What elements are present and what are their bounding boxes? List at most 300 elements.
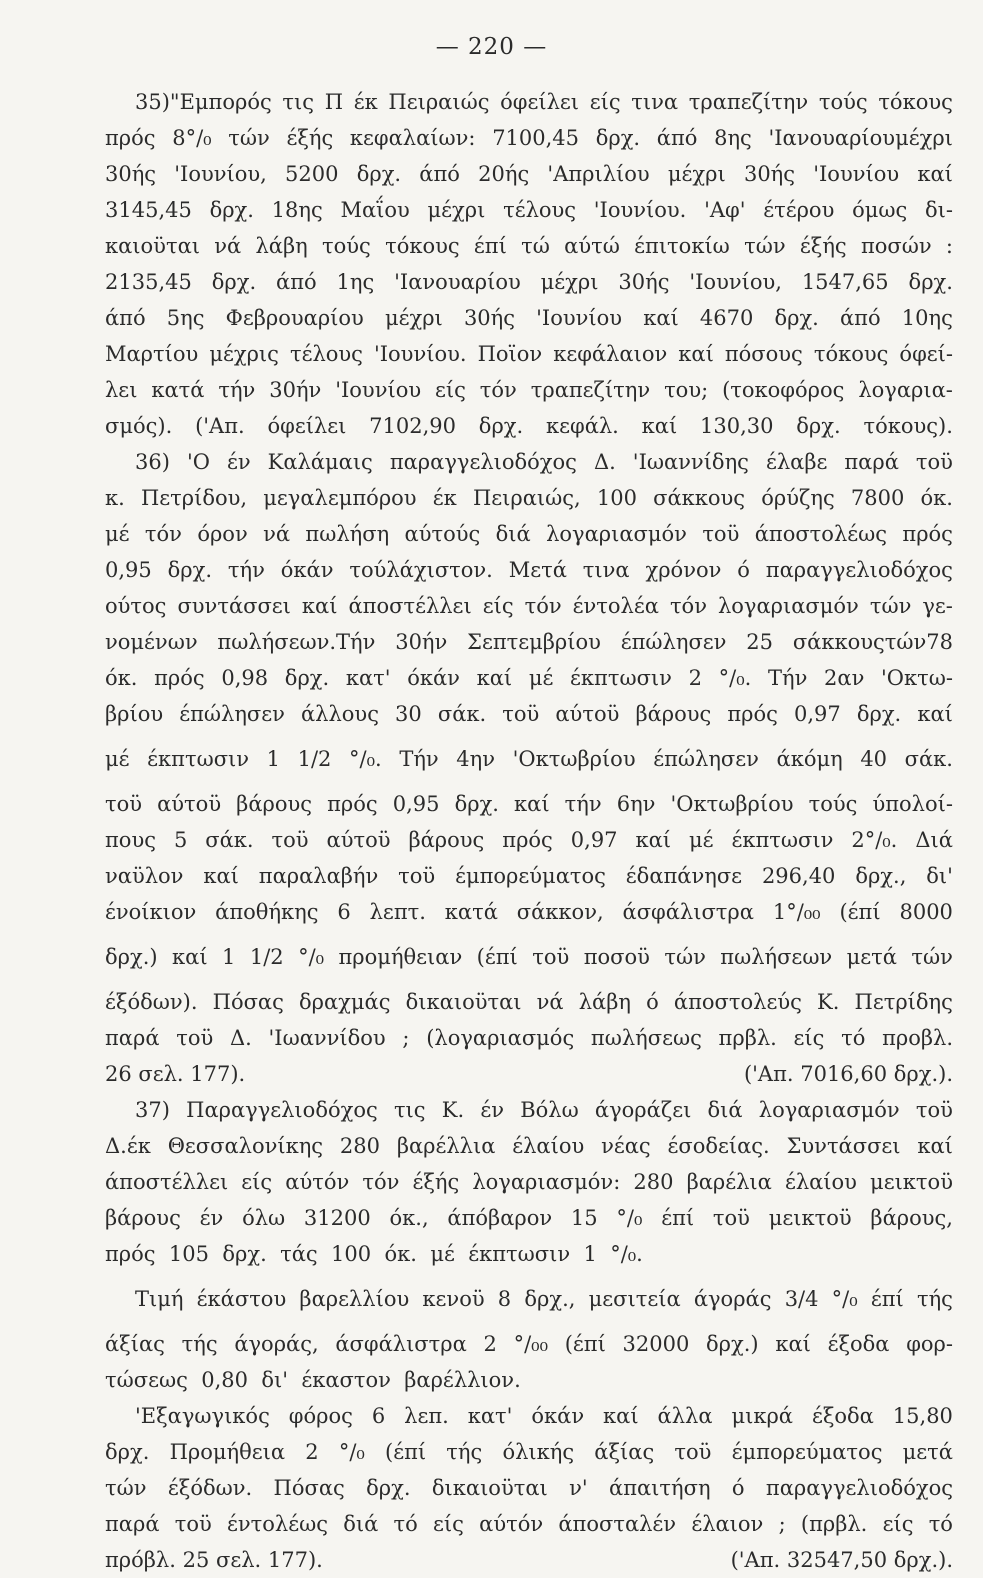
word: άπαιτήση	[609, 1476, 711, 1500]
word: δρχ.	[595, 126, 641, 150]
word: 100	[331, 1242, 372, 1266]
word: δρχ.	[856, 702, 902, 726]
text-line	[105, 1326, 953, 1362]
word: κατ'	[345, 666, 391, 690]
word: τών	[664, 945, 706, 969]
word: καί	[917, 1134, 953, 1158]
text-line	[105, 1056, 953, 1092]
word: °/₀	[298, 945, 325, 969]
word: δικαιοϋται	[431, 1476, 548, 1500]
text-line	[105, 336, 953, 372]
word: δικαιοϋται	[405, 990, 522, 1014]
word: μέχρι	[540, 270, 599, 294]
word: τόν	[144, 522, 182, 546]
word: είς	[433, 1512, 464, 1536]
word: άγοράς,	[234, 1332, 319, 1356]
word: Πόσας	[212, 990, 284, 1014]
word: άσφάλιστρα	[622, 900, 754, 924]
word: έντολέα	[572, 594, 659, 618]
word: άγοράζει	[594, 1098, 692, 1122]
word: άλλους	[300, 702, 379, 726]
word: αύτόν	[285, 1170, 350, 1194]
word: έμπορεύματος	[455, 864, 606, 888]
word: τραπεζίτην	[530, 378, 651, 402]
word: 7100,45	[492, 126, 580, 150]
word: ν'	[569, 1476, 588, 1500]
word: έλαίου	[784, 1170, 857, 1194]
text-line	[105, 696, 953, 732]
word: 2°/₀.	[851, 828, 898, 852]
word: τών	[911, 945, 953, 969]
word: πωλήσεων.Τήν	[217, 630, 376, 654]
text-line	[105, 84, 953, 120]
word: τώσεως	[105, 1368, 188, 1392]
word: 30ής	[618, 270, 670, 294]
word: διά	[707, 1098, 743, 1122]
line-start: πρόβλ. 25 σελ. 177).	[105, 1548, 323, 1572]
word: όκ.	[105, 666, 138, 690]
word: τήν	[227, 558, 265, 582]
word: πρός	[502, 828, 553, 852]
text-line	[105, 660, 953, 696]
word: νά	[214, 234, 242, 258]
word: έκπτωσιν	[147, 747, 250, 771]
word: Σεπτεμβρίου	[467, 630, 601, 654]
word: 1547,65	[801, 270, 889, 294]
word: λεπτ.	[369, 900, 426, 924]
word: μικρά	[731, 1404, 793, 1428]
word: μεικτοϋ	[870, 1170, 953, 1194]
word: όφείλει	[500, 90, 580, 114]
word: ούτος	[105, 594, 167, 618]
word: δρχ.	[366, 1476, 411, 1500]
word: τοϋ	[712, 1206, 750, 1230]
text-line	[105, 822, 953, 858]
word: 2αν	[824, 666, 865, 690]
word: 8ης	[714, 126, 752, 150]
word: πρός	[327, 792, 378, 816]
word: παραγγελιοδόχος	[389, 450, 577, 474]
word: δι'	[261, 1368, 288, 1392]
word: 8000	[899, 900, 953, 924]
word: τοϋ	[915, 1098, 953, 1122]
word: Κ.	[817, 990, 840, 1014]
word: άποστέλλει	[105, 1170, 229, 1194]
word: λογαριασμόν	[717, 594, 859, 618]
word: σάκκουςτών78	[792, 630, 953, 654]
word: άλλα	[657, 1404, 713, 1428]
word: αύτοϋ	[326, 828, 391, 852]
word: παρά	[844, 450, 899, 474]
word: νομένων	[105, 630, 198, 654]
word: (έπί	[564, 1332, 606, 1356]
word: 'Αφ'	[704, 198, 746, 222]
text-line	[105, 120, 953, 156]
word: °/₀	[338, 1440, 365, 1464]
word: 30ής	[743, 162, 796, 186]
word: 37)	[135, 1098, 170, 1122]
word: τούς	[322, 234, 371, 258]
word: όλω	[242, 1206, 286, 1230]
word: 130,30	[700, 414, 774, 438]
word: 'Ιωαννίδης	[632, 450, 749, 474]
word: ό	[737, 558, 750, 582]
word: κατά	[444, 900, 498, 924]
text-line	[105, 1398, 953, 1434]
word: βάρους	[635, 702, 712, 726]
word: 7800	[850, 486, 905, 510]
word: 'Εξαγωγικός	[135, 1404, 270, 1428]
word: λογαρια-	[858, 378, 953, 402]
word: έσοδείας.	[667, 1134, 770, 1158]
word: κατ'	[467, 1404, 513, 1428]
answer-text: ('Απ. 32547,50 δρχ.).	[730, 1548, 953, 1572]
word: 1°/₀₀	[772, 900, 821, 924]
body-text	[105, 84, 953, 1578]
word: είς	[589, 90, 621, 114]
word: 1	[222, 945, 236, 969]
word: έλαιον	[691, 1512, 764, 1536]
word: ναϋλον	[105, 864, 184, 888]
word: έπιτοκίω	[634, 234, 730, 258]
word: βαρελλίου	[299, 1287, 410, 1311]
word: γε-	[922, 594, 953, 618]
word: δρχ.,	[855, 864, 907, 888]
word: είς	[882, 1512, 914, 1536]
word: Παραγγελιοδόχος	[186, 1098, 378, 1122]
word: άποστολεύς	[673, 990, 802, 1014]
answer-text: ('Απ. 7016,60 δρχ.).	[743, 1062, 953, 1086]
word: άπό	[419, 162, 460, 186]
word: τέλους	[503, 198, 577, 222]
word: 31200	[303, 1206, 371, 1230]
word: δρχ.	[167, 558, 213, 582]
word: όλικής	[502, 1440, 575, 1464]
word: όκάν	[531, 1404, 585, 1428]
word: μέ	[689, 828, 714, 852]
word: Πειραιώς	[388, 90, 490, 114]
word: δρχ.	[796, 414, 841, 438]
word: (λογαριασμός	[426, 1026, 575, 1050]
word: τών	[228, 126, 270, 150]
word: έκπτωσιν	[468, 1242, 571, 1266]
word: άπό	[840, 306, 881, 330]
word: Π	[324, 90, 344, 114]
word: παρά	[105, 1512, 160, 1536]
text-line	[105, 1506, 953, 1542]
word: μέ	[105, 522, 130, 546]
word: βαρέλλια	[396, 1134, 496, 1158]
word: τόκους	[385, 234, 460, 258]
word: αύτοϋ	[555, 702, 620, 726]
word: 'Ιανουαρίουμέχρι	[768, 126, 953, 150]
word: παραγγελιοδόχος	[765, 558, 953, 582]
word: τοϋ	[674, 1440, 712, 1464]
word: τής	[916, 1287, 953, 1311]
word: κ.	[105, 486, 125, 510]
word: έκπτωσιν	[570, 666, 672, 690]
word: 30ήν	[395, 630, 448, 654]
word: °/₀.	[349, 747, 382, 771]
word: Δ.	[593, 450, 616, 474]
word: 2	[483, 1332, 497, 1356]
word: δρχ.	[209, 198, 254, 222]
word: σμός).	[105, 414, 173, 438]
word: έν	[226, 450, 251, 474]
word: τόν	[362, 1170, 400, 1194]
word: συντάσσει	[177, 594, 291, 618]
word: Κ.	[441, 1098, 465, 1122]
word: παραγγελιοδόχος	[765, 1476, 953, 1500]
word: δρχ.	[211, 270, 257, 294]
word: άποσταλέν	[558, 1512, 677, 1536]
word: έξής	[799, 234, 847, 258]
word: τόν	[479, 378, 517, 402]
word: έκ	[432, 486, 457, 510]
word: δι-	[924, 198, 953, 222]
word: έτέρου	[763, 198, 835, 222]
word: βαρέλλιον.	[404, 1368, 521, 1392]
word: 30ής	[105, 162, 157, 186]
word: όρον	[197, 522, 248, 546]
word: έδαπάνησε	[625, 864, 743, 888]
word: έπί	[473, 234, 507, 258]
word: 1ης	[336, 270, 375, 294]
word: λει	[105, 378, 138, 402]
text-line	[105, 1434, 953, 1470]
word: τόκους	[878, 90, 953, 114]
word: τοϋ	[105, 792, 143, 816]
word: 25	[746, 630, 773, 654]
word: πόσους	[724, 342, 803, 366]
word: 'Ιουνίου	[335, 378, 422, 402]
word: άποστέλλει	[348, 594, 472, 618]
word: 'Απριλίου	[547, 162, 650, 186]
word: 15,80	[892, 1404, 953, 1428]
word: Τήν	[768, 666, 808, 690]
text-line	[105, 1362, 953, 1398]
word: 0,97	[570, 828, 618, 852]
word: έν	[199, 1206, 224, 1230]
word: αύτοϋ	[157, 792, 222, 816]
word: καί	[917, 702, 953, 726]
word: πρός	[154, 666, 205, 690]
word: °/₀.	[610, 1242, 643, 1266]
word: καί	[603, 1404, 639, 1428]
word: όκάν	[280, 558, 334, 582]
word: πρός	[902, 522, 953, 546]
word: δρχ.	[774, 306, 819, 330]
word: Τιμή	[135, 1287, 184, 1311]
word: σάκκον,	[516, 900, 604, 924]
word: λεπ.	[404, 1404, 449, 1428]
page-number: — 220 —	[435, 34, 548, 60]
word: τινα	[631, 90, 679, 114]
word: νέας	[601, 1134, 651, 1158]
text-line	[105, 1542, 953, 1578]
word: 4ην	[456, 747, 495, 771]
word: προμήθειαν	[338, 945, 463, 969]
word: αύτώ	[564, 234, 620, 258]
word: όκ.	[384, 1242, 417, 1266]
word: έπί	[661, 1206, 695, 1230]
word: (πρβλ.	[800, 1512, 868, 1536]
word: είς	[793, 1026, 825, 1050]
word: πωλήσεως	[590, 1026, 702, 1050]
word: 10ης	[901, 306, 953, 330]
word: κεφάλαιον	[553, 342, 668, 366]
text-line	[105, 552, 953, 588]
word: έλαίου	[512, 1134, 585, 1158]
word: 0,97	[794, 702, 841, 726]
word: 30ήν	[269, 378, 322, 402]
word: δρχ.	[908, 270, 953, 294]
word: Διά	[915, 828, 953, 852]
word: τών	[105, 1476, 147, 1500]
word: αύτόν	[479, 1512, 544, 1536]
word: αύτούς	[404, 522, 481, 546]
word: 1	[583, 1242, 597, 1266]
word: 5	[173, 828, 188, 852]
word: τής	[181, 1332, 218, 1356]
word: ποσοϋ	[583, 945, 650, 969]
word: τοϋ	[702, 522, 740, 546]
word: 36)	[135, 450, 170, 474]
word: 8	[497, 1287, 512, 1311]
word: 35)"Εμπορός	[135, 90, 272, 114]
word: καί	[476, 666, 513, 690]
word: τό	[841, 1026, 866, 1050]
word: νά	[263, 522, 291, 546]
word: 6	[371, 1404, 386, 1428]
word: άποστολέως	[754, 522, 888, 546]
word: είς	[482, 594, 514, 618]
text-line	[105, 408, 953, 444]
word: τήν	[218, 378, 256, 402]
text-line	[105, 264, 953, 300]
word: °/₀.	[718, 666, 752, 690]
text-line	[105, 894, 953, 930]
word: κεφαλαίων:	[349, 126, 476, 150]
word: 0,95	[392, 792, 440, 816]
word: Θεσσαλονίκης	[167, 1134, 324, 1158]
word: 6ην	[616, 792, 656, 816]
word: καί	[514, 792, 550, 816]
word: τοϋ	[176, 1026, 214, 1050]
word: τινα	[582, 558, 630, 582]
word: 0,80	[201, 1368, 248, 1392]
word: δραχμάς	[299, 990, 391, 1014]
word: τοϋ	[398, 864, 436, 888]
word: άκόμη	[776, 747, 843, 771]
text-line	[105, 1200, 953, 1236]
word: παρά	[105, 1026, 160, 1050]
word: 'Οκτωβρίου	[670, 792, 794, 816]
word: άπόβαρον	[447, 1206, 553, 1230]
word: καί	[301, 594, 338, 618]
word: 'Ιωαννίδου	[268, 1026, 386, 1050]
text-line	[105, 1236, 953, 1272]
word: 0,98	[221, 666, 269, 690]
word: έπώλησεν	[179, 702, 285, 726]
word: έκαστον	[301, 1368, 391, 1392]
word: 'Οκτω-	[881, 666, 953, 690]
word: 'Ιουνίου	[536, 306, 623, 330]
word: (τοκοφόρος	[722, 378, 845, 402]
word: δρχ.,	[524, 1287, 576, 1311]
word: 32000	[622, 1332, 690, 1356]
word: καιοϋται	[105, 234, 200, 258]
word: μετά	[846, 945, 897, 969]
word: Βόλω	[520, 1098, 579, 1122]
word: σάκκους	[653, 486, 746, 510]
word: 0,95	[105, 558, 152, 582]
word: 'Οκτωβρίου	[512, 747, 636, 771]
text-line	[105, 156, 953, 192]
word: άξίας	[594, 1440, 655, 1464]
word: Προμήθεια	[169, 1440, 286, 1464]
word: δι'	[926, 864, 953, 888]
word: άποθήκης	[215, 900, 319, 924]
word: χρόνον	[645, 558, 722, 582]
word: σάκ.	[437, 702, 487, 726]
word: όμως	[852, 198, 908, 222]
word: λογαριασμόν	[758, 1098, 900, 1122]
text-line	[105, 480, 953, 516]
word: 'Ιουνίου	[813, 162, 900, 186]
word: δρχ.)	[105, 945, 158, 969]
text-line	[105, 732, 953, 786]
text-line	[105, 192, 953, 228]
word: 4670	[699, 306, 754, 330]
word: έκπτωσιν	[731, 828, 834, 852]
word: μέ	[430, 1242, 455, 1266]
word: άγοράς	[693, 1287, 772, 1311]
word: έπώλησεν	[620, 630, 727, 654]
word: όκ.,	[389, 1206, 429, 1230]
word: Δ.έκ	[105, 1134, 151, 1158]
word: δρχ.	[284, 666, 330, 690]
word: Καλάμαις	[267, 450, 373, 474]
text-line	[105, 786, 953, 822]
word: 2135,45	[105, 270, 192, 294]
word: καί	[917, 162, 953, 186]
word: καί	[641, 414, 678, 438]
word: Πόσας	[273, 1476, 345, 1500]
word: βαρέλια	[686, 1170, 772, 1194]
word: τής	[446, 1440, 483, 1464]
word: τών	[744, 234, 786, 258]
word: έπώλησεν	[653, 747, 759, 771]
text-line	[105, 1164, 953, 1200]
word: °/₀₀	[513, 1332, 548, 1356]
word: έπί	[870, 1287, 904, 1311]
word: άξίας	[105, 1332, 165, 1356]
word: φόρος	[288, 1404, 353, 1428]
word: °/₀	[616, 1206, 643, 1230]
word: τό	[393, 1512, 418, 1536]
text-line	[105, 1020, 953, 1056]
text-line	[105, 858, 953, 894]
word: όφείλει	[267, 414, 347, 438]
word: άπό	[105, 306, 146, 330]
word: πρός	[105, 126, 156, 150]
word: δρχ.	[105, 1440, 150, 1464]
word: βάρους	[236, 792, 313, 816]
word: τις	[282, 90, 315, 114]
word: έξόδων.	[167, 1476, 253, 1500]
word: σάκ.	[205, 828, 254, 852]
